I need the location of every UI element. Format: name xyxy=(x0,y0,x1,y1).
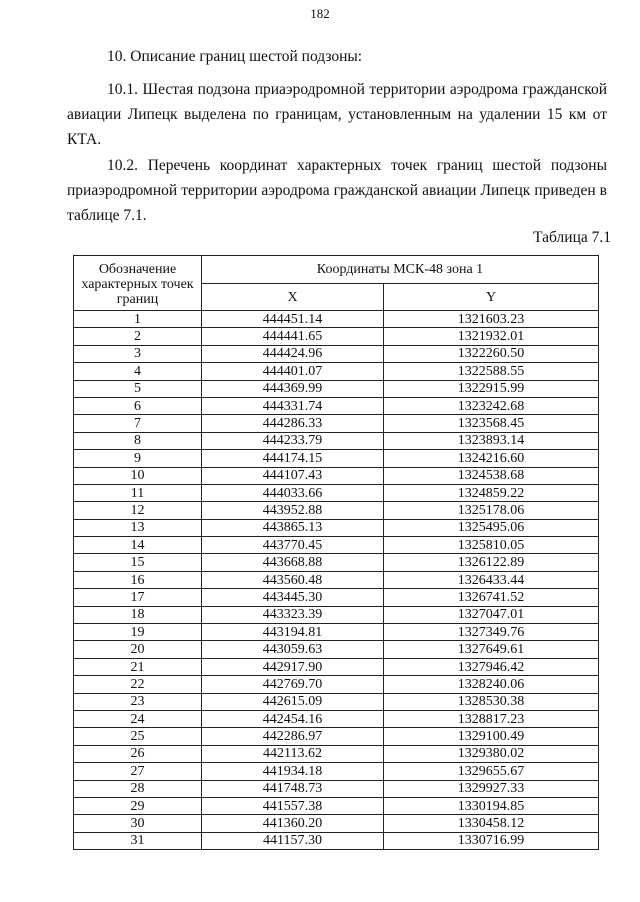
point-number-cell: 6 xyxy=(74,397,202,414)
point-number-cell: 24 xyxy=(74,710,202,727)
table-row xyxy=(74,363,599,380)
point-number-cell: 22 xyxy=(74,676,202,693)
y-coordinate-cell: 1322588.55 xyxy=(384,363,599,380)
header-y: Y xyxy=(384,284,599,311)
y-coordinate-cell: 1328240.06 xyxy=(384,676,599,693)
y-coordinate-cell: 1329380.02 xyxy=(384,745,599,762)
y-coordinate-cell: 1321932.01 xyxy=(384,328,599,345)
y-coordinate-cell: 1324538.68 xyxy=(384,467,599,484)
x-coordinate-cell: 443865.13 xyxy=(202,519,384,536)
point-number-cell: 14 xyxy=(74,537,202,554)
x-coordinate-cell: 444107.43 xyxy=(202,467,384,484)
y-coordinate-cell: 1328530.38 xyxy=(384,693,599,710)
point-number-cell: 13 xyxy=(74,519,202,536)
point-number-cell: 12 xyxy=(74,502,202,519)
table-row xyxy=(74,676,599,693)
table-row xyxy=(74,450,599,467)
y-coordinate-cell: 1329927.33 xyxy=(384,780,599,797)
table-row xyxy=(74,519,599,536)
y-coordinate-cell: 1325495.06 xyxy=(384,519,599,536)
table-row xyxy=(74,832,599,849)
x-coordinate-cell: 443560.48 xyxy=(202,571,384,588)
coordinates-table xyxy=(73,255,599,850)
paragraph-coordinates-intro: 10.2. Перечень координат характерных точек границ шестой подзоны приаэродромной территории аэродрома гражданской авиации Липецк приведен в таблице 7.1. xyxy=(67,157,607,224)
table-row xyxy=(74,710,599,727)
x-coordinate-cell: 442113.62 xyxy=(202,745,384,762)
header-point-designation: Обозначение характерных точек границ xyxy=(74,256,202,311)
x-coordinate-cell: 444233.79 xyxy=(202,432,384,449)
y-coordinate-cell: 1325810.05 xyxy=(384,537,599,554)
point-number-cell: 27 xyxy=(74,763,202,780)
y-coordinate-cell: 1330194.85 xyxy=(384,797,599,814)
x-coordinate-cell: 444451.14 xyxy=(202,311,384,328)
table-row xyxy=(74,780,599,797)
x-coordinate-cell: 444174.15 xyxy=(202,450,384,467)
paragraph-subzone-description: 10.1. Шестая подзона приаэродромной территории аэродрома гражданской авиации Липецк выделена по границам, установленным на удалении 15 км от КТА. xyxy=(67,81,607,148)
point-number-cell: 16 xyxy=(74,571,202,588)
x-coordinate-cell: 441157.30 xyxy=(202,832,384,849)
table-row xyxy=(74,345,599,362)
header-x: X xyxy=(202,284,384,311)
y-coordinate-cell: 1323893.14 xyxy=(384,432,599,449)
table-row xyxy=(74,328,599,345)
x-coordinate-cell: 444286.33 xyxy=(202,415,384,432)
x-coordinate-cell: 443952.88 xyxy=(202,502,384,519)
y-coordinate-cell: 1330458.12 xyxy=(384,815,599,832)
point-number-cell: 26 xyxy=(74,745,202,762)
x-coordinate-cell: 444441.65 xyxy=(202,328,384,345)
y-coordinate-cell: 1329655.67 xyxy=(384,763,599,780)
table-row xyxy=(74,415,599,432)
table-row xyxy=(74,693,599,710)
x-coordinate-cell: 444401.07 xyxy=(202,363,384,380)
table-row xyxy=(74,502,599,519)
table-caption: Таблица 7.1 xyxy=(533,229,611,246)
table-row xyxy=(74,641,599,658)
table-row xyxy=(74,397,599,414)
point-number-cell: 29 xyxy=(74,797,202,814)
y-coordinate-cell: 1322260.50 xyxy=(384,345,599,362)
point-number-cell: 2 xyxy=(74,328,202,345)
point-number-cell: 18 xyxy=(74,606,202,623)
table-row xyxy=(74,658,599,675)
point-number-cell: 30 xyxy=(74,815,202,832)
table-row xyxy=(74,728,599,745)
table-row xyxy=(74,311,599,328)
y-coordinate-cell: 1327946.42 xyxy=(384,658,599,675)
y-coordinate-cell: 1327649.61 xyxy=(384,641,599,658)
x-coordinate-cell: 442769.70 xyxy=(202,676,384,693)
x-coordinate-cell: 442615.09 xyxy=(202,693,384,710)
y-coordinate-cell: 1323242.68 xyxy=(384,397,599,414)
point-number-cell: 21 xyxy=(74,658,202,675)
point-number-cell: 8 xyxy=(74,432,202,449)
x-coordinate-cell: 442917.90 xyxy=(202,658,384,675)
x-coordinate-cell: 443770.45 xyxy=(202,537,384,554)
point-number-cell: 17 xyxy=(74,589,202,606)
point-number-cell: 11 xyxy=(74,484,202,501)
point-number-cell: 28 xyxy=(74,780,202,797)
page-number: 182 xyxy=(310,6,330,21)
x-coordinate-cell: 443445.30 xyxy=(202,589,384,606)
table-row xyxy=(74,484,599,501)
x-coordinate-cell: 443059.63 xyxy=(202,641,384,658)
point-number-cell: 3 xyxy=(74,345,202,362)
y-coordinate-cell: 1327047.01 xyxy=(384,606,599,623)
header-coordinate-system: Координаты МСК-48 зона 1 xyxy=(202,256,599,284)
x-coordinate-cell: 444033.66 xyxy=(202,484,384,501)
y-coordinate-cell: 1324216.60 xyxy=(384,450,599,467)
table-row xyxy=(74,797,599,814)
point-number-cell: 7 xyxy=(74,415,202,432)
y-coordinate-cell: 1323568.45 xyxy=(384,415,599,432)
table-row xyxy=(74,380,599,397)
point-number-cell: 25 xyxy=(74,728,202,745)
table-row xyxy=(74,624,599,641)
y-coordinate-cell: 1324859.22 xyxy=(384,484,599,501)
x-coordinate-cell: 441748.73 xyxy=(202,780,384,797)
y-coordinate-cell: 1325178.06 xyxy=(384,502,599,519)
table-row xyxy=(74,571,599,588)
y-coordinate-cell: 1330716.99 xyxy=(384,832,599,849)
x-coordinate-cell: 441360.20 xyxy=(202,815,384,832)
y-coordinate-cell: 1321603.23 xyxy=(384,311,599,328)
table-row xyxy=(74,815,599,832)
y-coordinate-cell: 1326741.52 xyxy=(384,589,599,606)
x-coordinate-cell: 443323.39 xyxy=(202,606,384,623)
point-number-cell: 4 xyxy=(74,363,202,380)
x-coordinate-cell: 444331.74 xyxy=(202,397,384,414)
point-number-cell: 10 xyxy=(74,467,202,484)
y-coordinate-cell: 1328817.23 xyxy=(384,710,599,727)
x-coordinate-cell: 443194.81 xyxy=(202,624,384,641)
section-heading: 10. Описание границ шестой подзоны: xyxy=(107,48,363,65)
point-number-cell: 23 xyxy=(74,693,202,710)
point-number-cell: 1 xyxy=(74,311,202,328)
point-number-cell: 19 xyxy=(74,624,202,641)
table-row xyxy=(74,537,599,554)
x-coordinate-cell: 442286.97 xyxy=(202,728,384,745)
table-row xyxy=(74,589,599,606)
y-coordinate-cell: 1326122.89 xyxy=(384,554,599,571)
x-coordinate-cell: 444369.99 xyxy=(202,380,384,397)
x-coordinate-cell: 442454.16 xyxy=(202,710,384,727)
point-number-cell: 31 xyxy=(74,832,202,849)
coordinates-table-body xyxy=(74,311,599,850)
x-coordinate-cell: 443668.88 xyxy=(202,554,384,571)
table-row xyxy=(74,432,599,449)
table-row xyxy=(74,606,599,623)
x-coordinate-cell: 441557.38 xyxy=(202,797,384,814)
y-coordinate-cell: 1327349.76 xyxy=(384,624,599,641)
y-coordinate-cell: 1322915.99 xyxy=(384,380,599,397)
x-coordinate-cell: 444424.96 xyxy=(202,345,384,362)
y-coordinate-cell: 1329100.49 xyxy=(384,728,599,745)
table-row xyxy=(74,745,599,762)
point-number-cell: 9 xyxy=(74,450,202,467)
table-row xyxy=(74,467,599,484)
table-row xyxy=(74,763,599,780)
x-coordinate-cell: 441934.18 xyxy=(202,763,384,780)
table-row xyxy=(74,554,599,571)
point-number-cell: 15 xyxy=(74,554,202,571)
y-coordinate-cell: 1326433.44 xyxy=(384,571,599,588)
point-number-cell: 20 xyxy=(74,641,202,658)
point-number-cell: 5 xyxy=(74,380,202,397)
